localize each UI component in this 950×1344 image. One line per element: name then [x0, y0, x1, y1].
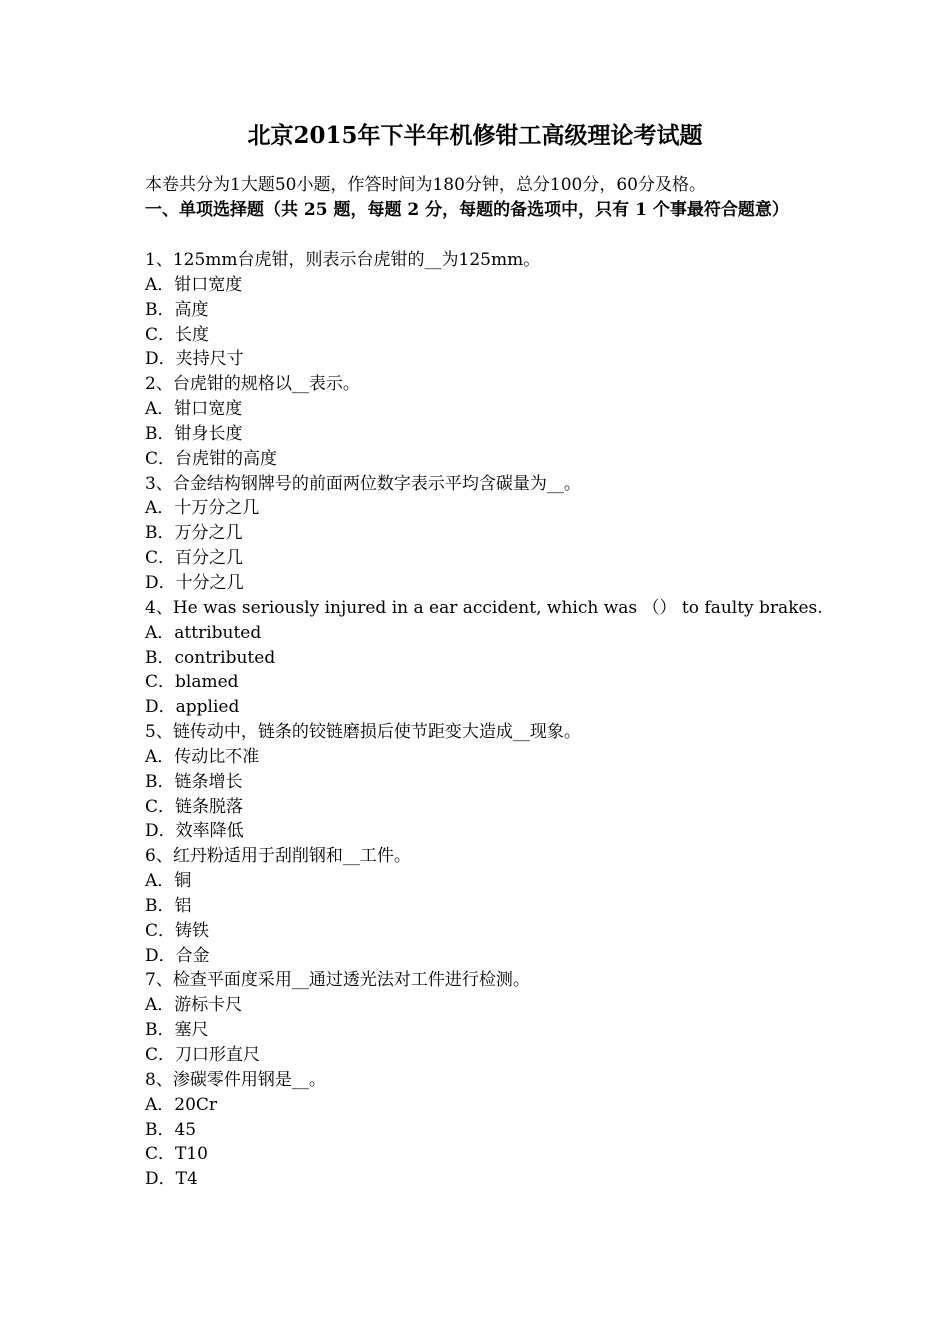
question-1-option-c: C．长度 — [145, 324, 210, 345]
question-2-option-a: A．钳口宽度 — [145, 399, 243, 420]
question-6-option-d: D．合金 — [145, 945, 210, 966]
question-4-option-c: C．blamed — [145, 672, 239, 693]
question-5-option-d: D．效率降低 — [145, 821, 244, 842]
question-4-option-a: A．attributed — [145, 622, 262, 643]
page-title: 北京2015年下半年机修钳工高级理论考试题 — [247, 122, 703, 149]
question-1: 1、125mm台虎钳，则表示台虎钳的__为125mm。 — [145, 250, 541, 270]
question-2-option-b: B．钳身长度 — [145, 423, 243, 444]
question-8: 8、渗碳零件用钢是__。 — [145, 1069, 326, 1090]
question-6-option-c: C．铸铁 — [145, 920, 210, 941]
question-3-option-b: B．万分之几 — [145, 523, 243, 544]
question-3: 3、合金结构钢牌号的前面两位数字表示平均含碳量为__。 — [145, 473, 581, 494]
question-4: 4、He was seriously injured in a ear accident, which was （） to faulty brakes. — [145, 597, 823, 618]
question-3-option-d: D．十分之几 — [145, 572, 244, 593]
question-8-option-d: D．T4 — [145, 1169, 198, 1190]
question-3-option-a: A．十万分之几 — [145, 498, 260, 519]
question-6-option-a: A．铜 — [145, 871, 192, 892]
question-2: 2、台虎钳的规格以__表示。 — [145, 374, 360, 395]
question-5-option-b: B．链条增长 — [145, 771, 243, 792]
question-5: 5、链传动中，链条的铰链磨损后使节距变大造成__现象。 — [145, 722, 581, 743]
question-8-option-a: A．20Cr — [145, 1094, 218, 1115]
question-1-option-d: D．夹持尺寸 — [145, 349, 244, 370]
question-7: 7、检查平面度采用__通过透光法对工件进行检测。 — [145, 970, 530, 991]
question-1-option-b: B．高度 — [145, 299, 209, 320]
question-3-option-c: C．百分之几 — [145, 548, 244, 569]
question-8-option-b: B．45 — [145, 1119, 197, 1140]
question-5-option-a: A．传动比不准 — [145, 746, 260, 767]
exam-intro: 本卷共分为1大题50小题，作答时间为180分钟，总分100分，60分及格。 — [145, 175, 706, 195]
question-4-option-d: D．applied — [145, 697, 240, 718]
question-list — [145, 248, 825, 1192]
question-6: 6、红丹粉适用于刮削钢和__工件。 — [145, 846, 411, 867]
question-5-option-c: C．链条脱落 — [145, 796, 244, 817]
question-2-option-c: C．台虎钳的高度 — [145, 448, 278, 469]
question-4-option-b: B．contributed — [145, 647, 276, 668]
question-1-option-a: A．钳口宽度 — [145, 274, 243, 295]
question-7-option-a: A．游标卡尺 — [145, 995, 243, 1016]
question-6-option-b: B．铝 — [145, 895, 192, 916]
question-8-option-c: C．T10 — [145, 1144, 208, 1165]
question-7-option-c: C．刀口形直尺 — [145, 1045, 261, 1065]
question-7-option-b: B．塞尺 — [145, 1020, 209, 1041]
section-heading: 一、单项选择题（共 25 题，每题 2 分，每题的备选项中，只有 1 个事最符合题意） — [145, 200, 789, 220]
